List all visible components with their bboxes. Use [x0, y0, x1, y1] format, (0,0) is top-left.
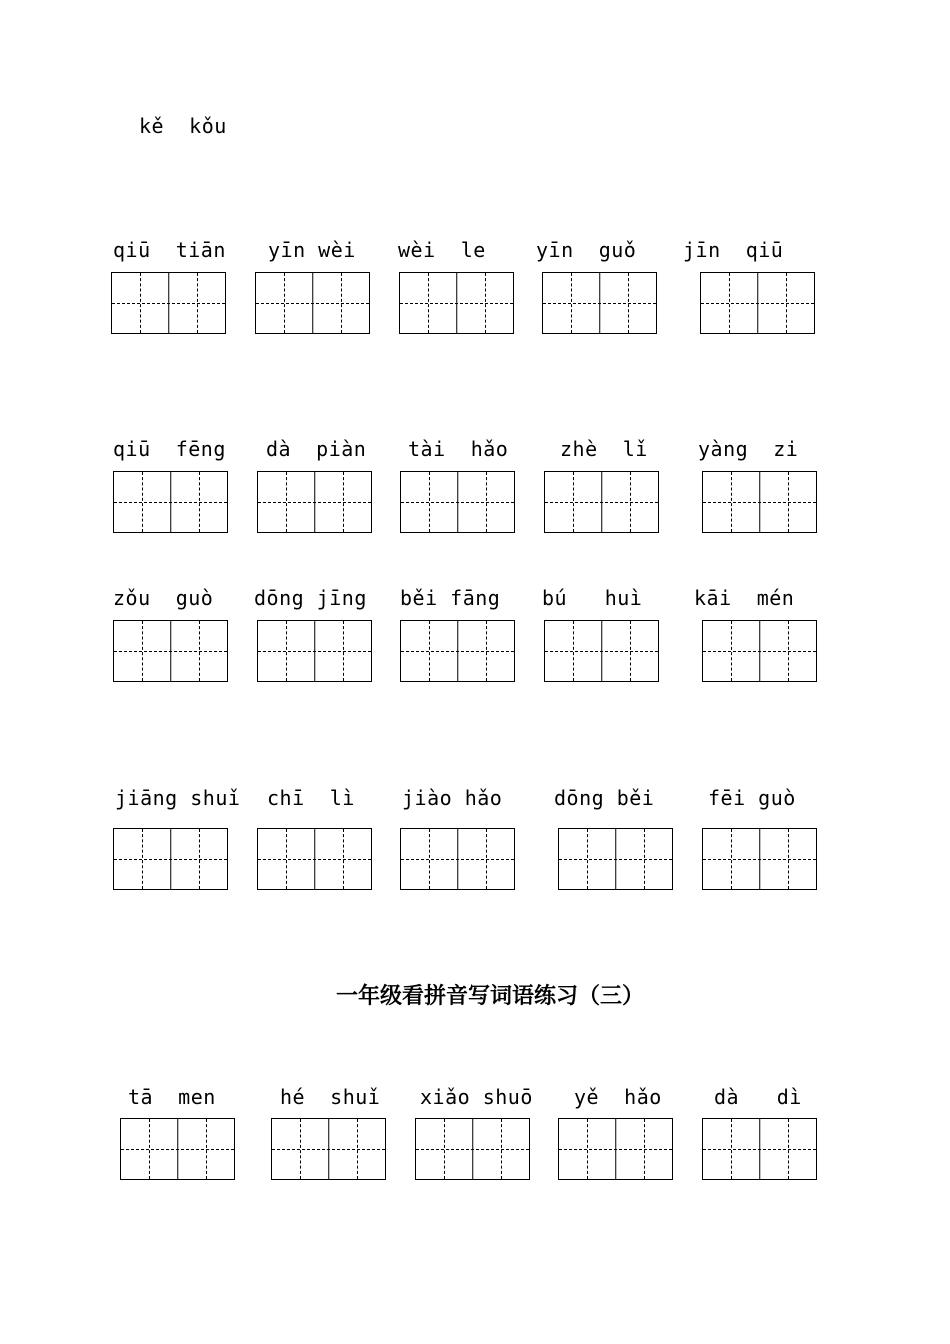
pinyin-label: qiū fēng	[113, 437, 226, 461]
pinyin-label: xiǎo shuō	[420, 1085, 533, 1109]
writing-grid[interactable]	[544, 620, 659, 682]
pinyin-label: bú huì	[542, 586, 643, 610]
pinyin-label: qiū tiān	[113, 238, 226, 262]
pinyin-label: jiāng shuǐ	[115, 786, 241, 810]
writing-grid[interactable]	[257, 828, 372, 890]
writing-grid[interactable]	[702, 620, 817, 682]
pinyin-label: dà piàn	[266, 437, 367, 461]
writing-grid[interactable]	[702, 828, 817, 890]
writing-grid[interactable]	[558, 1118, 673, 1180]
pinyin-label: běi fāng	[400, 586, 501, 610]
pinyin-label: tā men	[128, 1085, 216, 1109]
writing-grid[interactable]	[255, 272, 370, 334]
writing-grid[interactable]	[111, 272, 226, 334]
pinyin-label: chī lì	[267, 786, 355, 810]
pinyin-label: tài hǎo	[408, 437, 509, 461]
pinyin-label: dà dì	[714, 1085, 802, 1109]
pinyin-label: jīn qiū	[683, 238, 784, 262]
writing-grid[interactable]	[257, 620, 372, 682]
writing-grid[interactable]	[113, 620, 228, 682]
writing-grid[interactable]	[558, 828, 673, 890]
writing-grid[interactable]	[400, 620, 515, 682]
pinyin-label: yīn wèi	[268, 238, 356, 262]
writing-grid[interactable]	[113, 828, 228, 890]
pinyin-label: jiào hǎo	[402, 786, 503, 810]
pinyin-label: kāi mén	[694, 586, 795, 610]
writing-grid[interactable]	[544, 471, 659, 533]
writing-grid[interactable]	[702, 471, 817, 533]
pinyin-label: hé shuǐ	[280, 1085, 381, 1109]
writing-grid[interactable]	[400, 471, 515, 533]
pinyin-label: yīn guǒ	[536, 238, 637, 262]
pinyin-label: yě hǎo	[574, 1085, 662, 1109]
writing-grid[interactable]	[271, 1118, 386, 1180]
writing-grid[interactable]	[399, 272, 514, 334]
writing-grid[interactable]	[415, 1118, 530, 1180]
writing-grid[interactable]	[702, 1118, 817, 1180]
worksheet-title: 一年级看拼音写词语练习（三）	[335, 983, 644, 1009]
writing-grid[interactable]	[120, 1118, 235, 1180]
pinyin-label: zǒu guò	[113, 586, 214, 610]
pinyin-label: yàng zi	[698, 437, 799, 461]
pinyin-label: wèi le	[398, 238, 486, 262]
writing-grid[interactable]	[113, 471, 228, 533]
pinyin-label: dōng jīng	[254, 586, 367, 610]
writing-grid[interactable]	[400, 828, 515, 890]
pinyin-label: fēi guò	[708, 786, 796, 810]
top-pinyin: kě kǒu	[139, 114, 227, 138]
writing-grid[interactable]	[257, 471, 372, 533]
writing-grid[interactable]	[700, 272, 815, 334]
pinyin-label: zhè lǐ	[560, 437, 648, 461]
writing-grid[interactable]	[542, 272, 657, 334]
pinyin-label: dōng běi	[554, 786, 655, 810]
